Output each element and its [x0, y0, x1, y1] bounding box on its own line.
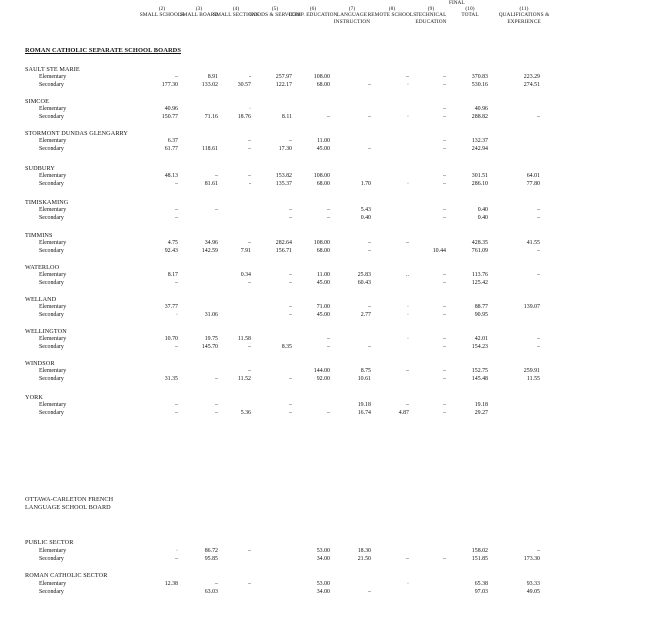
- table-cell: –: [406, 402, 409, 408]
- sector-name: ROMAN CATHOLIC SECTOR: [25, 572, 108, 579]
- table-cell: 34.00: [316, 589, 330, 595]
- table-cell: –: [443, 272, 446, 278]
- table-cell: –: [443, 312, 446, 318]
- row-level: Secondary: [39, 82, 64, 88]
- table-cell: –: [175, 344, 178, 350]
- table-cell: 16.74: [357, 410, 371, 416]
- table-cell: –: [215, 402, 218, 408]
- table-cell: 145.70: [201, 344, 218, 350]
- table-cell: 530.16: [471, 82, 488, 88]
- table-cell: –: [175, 280, 178, 286]
- table-cell: –: [537, 248, 540, 254]
- table-cell: –: [248, 581, 251, 587]
- table-cell: ·: [407, 114, 409, 120]
- table-cell: –: [248, 240, 251, 246]
- table-cell: 64.01: [526, 173, 540, 179]
- table-cell: 41.55: [526, 240, 540, 246]
- table-cell: 65.38: [474, 581, 488, 587]
- row-level: Elementary: [39, 368, 67, 374]
- table-cell: –: [215, 410, 218, 416]
- table-cell: –: [248, 146, 251, 152]
- board-name: WELLINGTON: [25, 328, 67, 335]
- row-level: Secondary: [39, 280, 64, 286]
- second-board-title: [25, 496, 113, 511]
- table-cell: 259.91: [523, 368, 540, 374]
- table-cell: 10.44: [432, 248, 446, 254]
- table-cell: 11.52: [237, 376, 251, 382]
- table-cell: –: [327, 114, 330, 120]
- table-cell: 71.16: [204, 114, 218, 120]
- table-cell: 68.00: [316, 248, 330, 254]
- table-cell: –: [443, 207, 446, 213]
- second-board-title-line: OTTAWA-CARLETON FRENCH: [25, 496, 114, 503]
- table-cell: 0.40: [477, 207, 488, 213]
- table-cell: –: [327, 410, 330, 416]
- table-cell: –: [289, 410, 292, 416]
- table-cell: 173.30: [523, 556, 540, 562]
- table-cell: ·: [407, 304, 409, 310]
- table-cell: 286.10: [471, 181, 488, 187]
- row-level: Secondary: [39, 248, 64, 254]
- table-cell: 108.00: [313, 173, 330, 179]
- column-number: (9): [427, 6, 435, 12]
- table-cell: 95.85: [204, 556, 218, 562]
- row-level: Secondary: [39, 376, 64, 382]
- table-cell: 8.91: [207, 74, 218, 80]
- table-cell: –: [443, 556, 446, 562]
- table-cell: –: [537, 336, 540, 342]
- table-cell: –: [215, 581, 218, 587]
- table-cell: –: [175, 207, 178, 213]
- table-cell: 177.30: [161, 82, 178, 88]
- table-cell: –: [537, 207, 540, 213]
- table-cell: 92.00: [316, 376, 330, 382]
- table-cell: 40.96: [164, 106, 178, 112]
- table-cell: –: [368, 82, 371, 88]
- table-cell: –: [248, 173, 251, 179]
- row-level: Secondary: [39, 589, 64, 595]
- table-cell: 53.00: [316, 581, 330, 587]
- table-cell: –: [248, 280, 251, 286]
- column-number: (2): [158, 6, 166, 12]
- column-number: (3): [195, 6, 203, 12]
- table-cell: 139.07: [523, 304, 540, 310]
- table-cell: 97.03: [474, 589, 488, 595]
- row-level: Elementary: [39, 272, 67, 278]
- table-cell: 19.75: [204, 336, 218, 342]
- column-label: SMALL SECTIONS: [213, 12, 259, 19]
- table-cell: –: [406, 368, 409, 374]
- table-cell: ·: [407, 82, 409, 88]
- table-cell: ·: [176, 312, 178, 318]
- table-cell: –: [327, 207, 330, 213]
- table-cell: –: [215, 173, 218, 179]
- table-cell: –: [368, 248, 371, 254]
- column-label: LANGUAGE INSTRUCTION: [333, 12, 371, 25]
- table-cell: –: [443, 146, 446, 152]
- table-cell: 156.71: [275, 248, 292, 254]
- board-name: SAULT STE MARIE: [25, 66, 80, 73]
- table-cell: 132.37: [471, 138, 488, 144]
- table-cell: –: [443, 344, 446, 350]
- table-cell: 0.34: [240, 272, 251, 278]
- table-cell: 11.00: [316, 138, 330, 144]
- column-label: COMP. EDUCATION: [288, 12, 338, 19]
- table-cell: –: [289, 376, 292, 382]
- table-cell: 37.77: [164, 304, 178, 310]
- table-cell: ·: [407, 312, 409, 318]
- table-cell: 31.06: [204, 312, 218, 318]
- table-cell: –: [175, 410, 178, 416]
- table-cell: –: [443, 82, 446, 88]
- table-cell: –: [368, 344, 371, 350]
- table-cell: 48.13: [164, 173, 178, 179]
- table-cell: 370.83: [471, 74, 488, 80]
- table-cell: 428.35: [471, 240, 488, 246]
- row-level: Elementary: [39, 106, 67, 112]
- table-cell: 154.23: [471, 344, 488, 350]
- table-cell: 21.50: [357, 556, 371, 562]
- table-cell: 288.82: [471, 114, 488, 120]
- table-cell: 34.96: [204, 240, 218, 246]
- table-cell: –: [537, 344, 540, 350]
- table-cell: 10.61: [357, 376, 371, 382]
- row-level: Elementary: [39, 336, 67, 342]
- table-cell: 5.43: [360, 207, 371, 213]
- table-cell: –: [175, 402, 178, 408]
- table-cell: ·: [249, 106, 251, 112]
- column-label: TOTAL: [461, 12, 479, 19]
- table-cell: 10.70: [164, 336, 178, 342]
- second-board-title-line: LANGUAGE SCHOOL BOARD: [25, 503, 111, 511]
- table-cell: 29.27: [474, 410, 488, 416]
- table-cell: –: [443, 376, 446, 382]
- table-cell: 17.30: [278, 146, 292, 152]
- table-cell: 8.75: [360, 368, 371, 374]
- column-label: SMALL BOARD: [179, 12, 219, 19]
- column-label: GOODS & SERVICES: [249, 12, 301, 19]
- table-cell: –: [327, 336, 330, 342]
- table-cell: 92.43: [164, 248, 178, 254]
- table-cell: 45.00: [316, 280, 330, 286]
- row-level: Secondary: [39, 146, 64, 152]
- table-cell: 145.48: [471, 376, 488, 382]
- table-cell: –: [406, 240, 409, 246]
- table-cell: 18.76: [237, 114, 251, 120]
- table-cell: 61.77: [164, 146, 178, 152]
- table-cell: –: [443, 368, 446, 374]
- row-level: Secondary: [39, 215, 64, 221]
- column-number: (6): [309, 6, 317, 12]
- table-cell: –: [537, 548, 540, 554]
- table-cell: –: [443, 74, 446, 80]
- table-cell: 42.01: [474, 336, 488, 342]
- table-cell: -: [249, 74, 251, 80]
- table-cell: 1.70: [360, 181, 371, 187]
- column-number: (5): [271, 6, 279, 12]
- column-label: QUALIFICATIONS & EXPERIENCE: [498, 12, 550, 25]
- table-cell: 40.96: [474, 106, 488, 112]
- row-level: Secondary: [39, 181, 64, 187]
- table-cell: 158.02: [471, 548, 488, 554]
- table-cell: ·: [407, 181, 409, 187]
- column-header: [498, 6, 550, 25]
- row-level: Secondary: [39, 114, 64, 120]
- column-number: (10): [465, 6, 475, 12]
- table-cell: –: [248, 368, 251, 374]
- board-name: SUDBURY: [25, 165, 55, 172]
- row-level: Secondary: [39, 312, 64, 318]
- table-cell: –: [248, 548, 251, 554]
- table-cell: 144.00: [313, 368, 330, 374]
- table-cell: –: [406, 556, 409, 562]
- table-cell: –: [443, 106, 446, 112]
- table-cell: 11.58: [237, 336, 251, 342]
- table-cell: –: [289, 272, 292, 278]
- table-cell: –: [368, 240, 371, 246]
- table-cell: –: [248, 138, 251, 144]
- table-cell: 0.40: [360, 215, 371, 221]
- table-cell: –: [289, 138, 292, 144]
- table-cell: –: [368, 589, 371, 595]
- table-cell: –: [215, 376, 218, 382]
- table-cell: 142.59: [201, 248, 218, 254]
- table-cell: –: [175, 181, 178, 187]
- table-cell: 31.35: [164, 376, 178, 382]
- table-cell: 93.33: [526, 581, 540, 587]
- table-cell: –: [443, 336, 446, 342]
- table-cell: 151.85: [471, 556, 488, 562]
- table-cell: 68.00: [316, 82, 330, 88]
- table-cell: –: [368, 304, 371, 310]
- column-number: (4): [232, 6, 240, 12]
- table-cell: –: [289, 402, 292, 408]
- row-level: Elementary: [39, 138, 67, 144]
- table-cell: 45.00: [316, 312, 330, 318]
- final-header: FINAL: [449, 0, 465, 6]
- table-cell: –: [443, 402, 446, 408]
- board-name: TIMMINS: [25, 232, 53, 239]
- sector-name: PUBLIC SECTOR: [25, 539, 74, 546]
- board-name: WELLAND: [25, 296, 57, 303]
- table-cell: 282.64: [275, 240, 292, 246]
- table-cell: –: [443, 304, 446, 310]
- table-cell: –: [537, 272, 540, 278]
- table-cell: 63.03: [204, 589, 218, 595]
- table-cell: ·: [176, 548, 178, 554]
- table-cell: -: [249, 181, 251, 187]
- table-cell: 301.51: [471, 173, 488, 179]
- table-cell: 53.00: [316, 548, 330, 554]
- table-cell: 68.00: [316, 181, 330, 187]
- table-cell: 71.00: [316, 304, 330, 310]
- table-cell: 34.00: [316, 556, 330, 562]
- table-cell: 8.17: [167, 272, 178, 278]
- table-cell: 118.61: [202, 146, 218, 152]
- row-level: Secondary: [39, 410, 64, 416]
- table-cell: 90.95: [474, 312, 488, 318]
- row-level: Elementary: [39, 581, 67, 587]
- column-number: (7): [348, 6, 356, 12]
- table-cell: 761.09: [471, 248, 488, 254]
- row-level: Elementary: [39, 240, 67, 246]
- board-name: WATERLOO: [25, 264, 60, 271]
- table-cell: 113.76: [472, 272, 488, 278]
- row-level: Elementary: [39, 548, 67, 554]
- table-cell: –: [406, 74, 409, 80]
- column-number: (11): [519, 6, 529, 12]
- board-name: TIMISKAMING: [25, 199, 69, 206]
- row-level: Elementary: [39, 304, 67, 310]
- table-cell: 18.30: [357, 548, 371, 554]
- table-cell: 60.43: [357, 280, 371, 286]
- table-cell: 11.55: [526, 376, 540, 382]
- table-cell: 257.97: [275, 74, 292, 80]
- table-cell: –: [443, 410, 446, 416]
- table-cell: –: [289, 280, 292, 286]
- table-cell: 133.02: [201, 82, 218, 88]
- table-cell: 108.00: [313, 74, 330, 80]
- table-cell: –: [368, 114, 371, 120]
- table-cell: 153.82: [275, 173, 292, 179]
- table-cell: 0.40: [477, 215, 488, 221]
- row-level: Secondary: [39, 556, 64, 562]
- row-level: Elementary: [39, 74, 67, 80]
- row-level: Elementary: [39, 402, 67, 408]
- table-cell: –: [175, 74, 178, 80]
- table-cell: 8.11: [281, 114, 292, 120]
- table-cell: ·: [407, 336, 409, 342]
- table-cell: –: [289, 312, 292, 318]
- table-cell: 11.00: [316, 272, 330, 278]
- table-cell: –: [327, 215, 330, 221]
- table-cell: 4.75: [167, 240, 178, 246]
- table-cell: 2.77: [360, 312, 371, 318]
- table-cell: 242.94: [471, 146, 488, 152]
- table-cell: 150.77: [161, 114, 178, 120]
- table-cell: 86.72: [204, 548, 218, 554]
- table-cell: 108.00: [313, 240, 330, 246]
- table-cell: –: [443, 114, 446, 120]
- table-cell: ..: [406, 272, 409, 278]
- table-cell: 5.36: [240, 410, 251, 416]
- table-cell: 223.29: [523, 74, 540, 80]
- table-cell: 30.57: [237, 82, 251, 88]
- table-cell: –: [215, 207, 218, 213]
- table-cell: 88.77: [474, 304, 488, 310]
- table-cell: 6.37: [167, 138, 178, 144]
- table-cell: 135.37: [275, 181, 292, 187]
- table-cell: 81.61: [204, 181, 218, 187]
- table-cell: 77.80: [526, 181, 540, 187]
- board-name: SIMCOE: [25, 98, 49, 105]
- table-cell: –: [537, 215, 540, 221]
- section-title: ROMAN CATHOLIC SEPARATE SCHOOL BOARDS: [25, 47, 182, 54]
- table-cell: –: [175, 215, 178, 221]
- table-cell: –: [443, 173, 446, 179]
- table-cell: –: [289, 215, 292, 221]
- table-cell: –: [368, 146, 371, 152]
- board-name: STORMONT DUNDAS GLENGARRY: [25, 130, 129, 137]
- table-cell: –: [443, 181, 446, 187]
- table-cell: 25.83: [357, 272, 371, 278]
- table-cell: ·: [407, 581, 409, 587]
- board-name: WINDSOR: [25, 360, 55, 367]
- table-cell: –: [289, 207, 292, 213]
- row-level: Elementary: [39, 207, 67, 213]
- table-cell: 45.00: [316, 146, 330, 152]
- table-cell: 152.75: [471, 368, 488, 374]
- table-cell: 12.38: [164, 581, 178, 587]
- table-cell: –: [443, 280, 446, 286]
- table-cell: 125.42: [471, 280, 488, 286]
- table-cell: 7.91: [240, 248, 251, 254]
- table-cell: 49.05: [526, 589, 540, 595]
- table-cell: –: [537, 114, 540, 120]
- table-cell: 19.18: [357, 402, 371, 408]
- column-header: [444, 6, 496, 19]
- row-level: Secondary: [39, 344, 64, 350]
- table-cell: –: [289, 304, 292, 310]
- table-cell: 274.51: [523, 82, 540, 88]
- table-cell: –: [327, 344, 330, 350]
- table-cell: 19.18: [474, 402, 488, 408]
- row-level: Elementary: [39, 173, 67, 179]
- table-cell: –: [175, 556, 178, 562]
- table-cell: 8.35: [281, 344, 292, 350]
- table-cell: 4.87: [398, 410, 409, 416]
- table-cell: –: [443, 138, 446, 144]
- column-label: REMOTE SCHOOLS: [367, 12, 417, 19]
- table-cell: 122.17: [275, 82, 292, 88]
- column-label: TECHNICAL EDUCATION: [415, 12, 447, 25]
- table-cell: –: [248, 344, 251, 350]
- table-cell: –: [443, 215, 446, 221]
- board-name: YORK: [25, 394, 43, 401]
- column-label: SMALL SCHOOLS: [139, 12, 185, 19]
- column-number: (8): [388, 6, 396, 12]
